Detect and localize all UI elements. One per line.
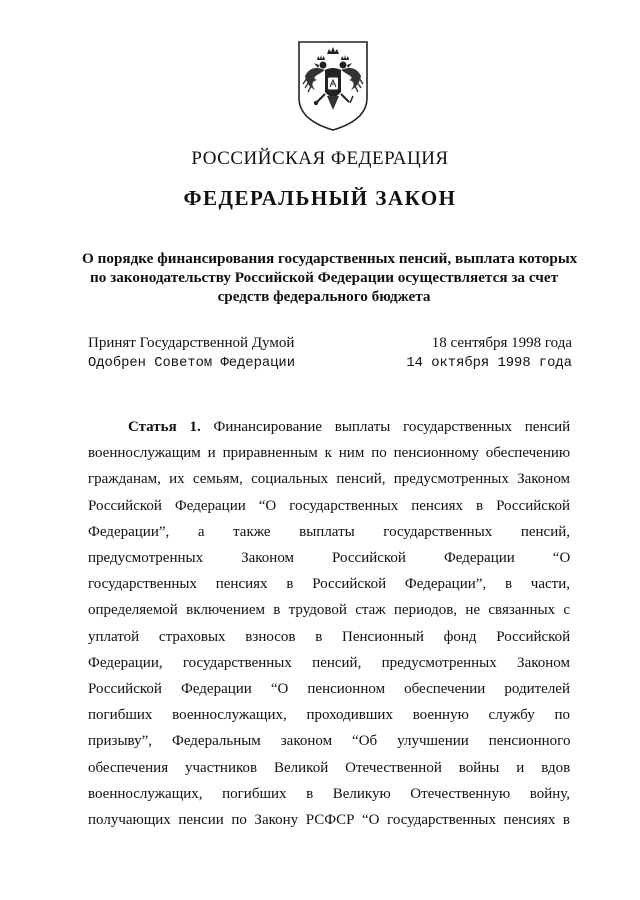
adoption-date: 18 сентября 1998 года — [431, 335, 572, 351]
article-line: получающих пенсии по Закону РСФСР “О государственных пенсиях в — [88, 812, 570, 829]
article-line: военнослужащих, погибших в Великую Отечественную войну, — [88, 785, 570, 802]
document-type-heading: ФЕДЕРАЛЬНЫЙ ЗАКОН — [183, 186, 457, 210]
article-line: призыву”, Федеральным законом “Об улучшении пенсионного — [88, 733, 571, 750]
article-line: военнослужащим и приравненным к ним по пенсионному обеспечению — [88, 445, 571, 462]
law-title-line: по законодательству Российской Федерации осуществляется за счет — [89, 269, 559, 286]
article-heading: Статья 1. — [128, 419, 201, 435]
article-line: предусмотренных Законом Российской Федерации “О — [88, 550, 571, 567]
article-line: Российской Федерации “О государственных пенсиях в Российской — [88, 497, 570, 514]
law-title-line: О порядке финансирования государственных пенсий, выплата которых — [82, 250, 578, 267]
article-line: Федерации, государственных пенсий, предусмотренных Законом — [88, 654, 570, 671]
article-line-text: Финансирование выплаты государственных пенсий — [200, 419, 571, 435]
law-title-line: средств федерального бюджета — [217, 288, 431, 305]
article-line: гражданам, их семьям, социальных пенсий, предусмотренных Законом — [88, 471, 571, 488]
article-line: определяемой включением в трудовой стаж периодов, не связанных с — [88, 602, 570, 619]
article-line: обеспечения участников Великой Отечественной войны и вдов — [88, 759, 571, 776]
article-1 — [88, 414, 570, 833]
law-title — [82, 249, 578, 306]
article-line: Федерации”, а также выплаты государственных пенсий, — [88, 523, 570, 540]
article-line — [88, 414, 570, 440]
article-line: Российской Федерации “О пенсионном обеспечении родителей — [88, 681, 570, 698]
adoption-label: Принят Государственной Думой — [88, 335, 295, 351]
adoption-date: 14 октября 1998 года — [406, 356, 572, 371]
article-line: уплатой страховых взносов в Пенсионный фонд Российской — [88, 628, 571, 645]
article-line: государственных пенсиях в Российской Федерации”, в части, — [88, 576, 570, 593]
country-heading: РОССИЙСКАЯ ФЕДЕРАЦИЯ — [191, 148, 449, 169]
article-line: погибших военнослужащих, проходивших военную службу по — [88, 707, 570, 724]
coat-of-arms-emblem-icon — [295, 40, 371, 132]
adoption-label: Одобрен Советом Федерации — [88, 356, 295, 371]
